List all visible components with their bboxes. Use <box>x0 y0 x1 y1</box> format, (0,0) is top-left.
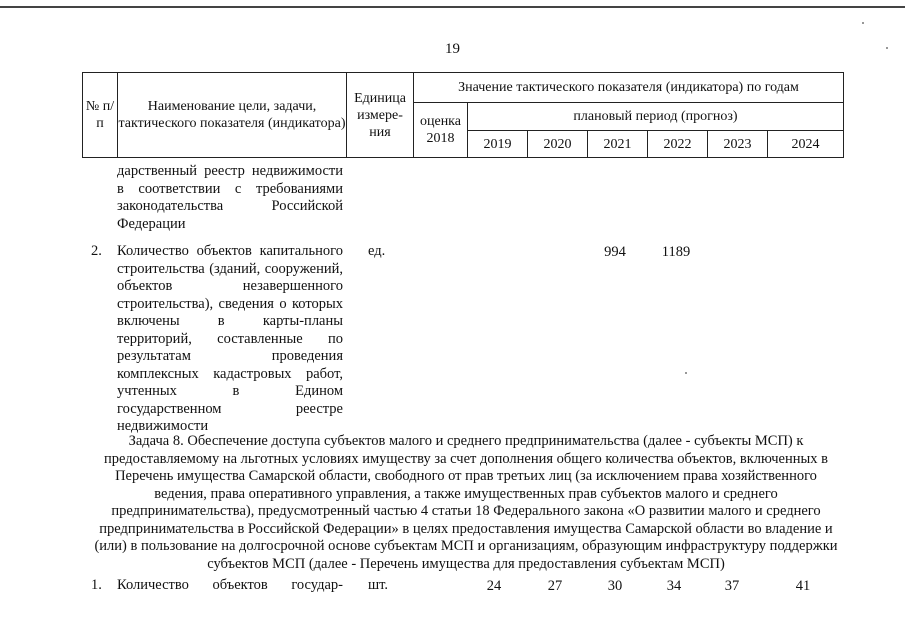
row-1-value-2019: 24 <box>486 578 502 594</box>
row-1-name: Количество объектов государ- <box>117 577 343 593</box>
row-2-unit: ед. <box>368 243 386 259</box>
page-number: 19 <box>445 41 460 57</box>
header-num: № п/п <box>83 73 118 158</box>
scan-speck <box>886 47 888 49</box>
header-year-2020: 2020 <box>528 131 588 158</box>
table-header <box>82 72 844 158</box>
header-year-2022: 2022 <box>648 131 708 158</box>
row-1-value-2023: 37 <box>724 578 740 594</box>
header-values-by-year: Значение тактического показателя (индикатора) по годам <box>414 73 844 103</box>
task-8-heading: Задача 8. Обеспечение доступа субъектов малого и среднего предпринимательства (далее - субъекты МСП) к предоставляемому на льготных условиях имуществу за счет дополнения общего количества объектов, включенных в Перечень имущества Самарской области, свободного от прав третьих лиц (за исключением права хозяйственного ведения, права оперативного управления, а также имущественных прав субъектов малого и среднего предпринимательства), предусмотренный частью 4 статьи 18 Федерального закона «О развитии малого и среднего предпринимательства в Российской Федерации» в целях предоставления имущества Самарской области во владение и (или) в пользование на долгосрочной основе субъектам МСП и организациям, образующим инфраструктуру поддержки субъектов МСП (далее - Перечень имущества для предоставления субъектам МСП) <box>94 433 838 572</box>
row-1-value-2021: 30 <box>607 578 623 594</box>
header-year-2024: 2024 <box>768 131 844 158</box>
row-2-value-2022: 1189 <box>661 244 691 260</box>
page-top-rule <box>0 6 905 8</box>
row-1-value-2022: 34 <box>666 578 682 594</box>
row-2-value-2021: 994 <box>604 244 626 260</box>
header-year-2019: 2019 <box>468 131 528 158</box>
header-year-2023: 2023 <box>708 131 768 158</box>
row-2-name: Количество объектов капитального строительства (зданий, сооружений, объектов незавершенного строительства), сведения о которых включены в карты-планы территорий, составленные по результатам проведения комплексных кадастровых работ, учтенных в Едином государственном реестре недвижимости <box>117 243 343 434</box>
scan-speck <box>862 22 864 24</box>
header-unit: Единица измере-ния <box>347 73 414 158</box>
header-planned-period: плановый период (прогноз) <box>468 103 844 131</box>
scan-speck <box>685 372 687 374</box>
row-1-value-2020: 27 <box>547 578 563 594</box>
row-2-num: 2. <box>91 243 102 259</box>
header-year-2021: 2021 <box>588 131 648 158</box>
continuation-text: дарственный реестр недвижимости в соответствии с требованиями законодательства Российской Федерации <box>117 163 343 232</box>
header-estimate: оценка 2018 <box>414 103 468 158</box>
row-1-num: 1. <box>91 577 102 593</box>
row-1-unit: шт. <box>368 577 389 593</box>
header-name: Наименование цели, задачи, тактического показателя (индикатора) <box>118 73 347 158</box>
row-1-value-2024: 41 <box>795 578 811 594</box>
